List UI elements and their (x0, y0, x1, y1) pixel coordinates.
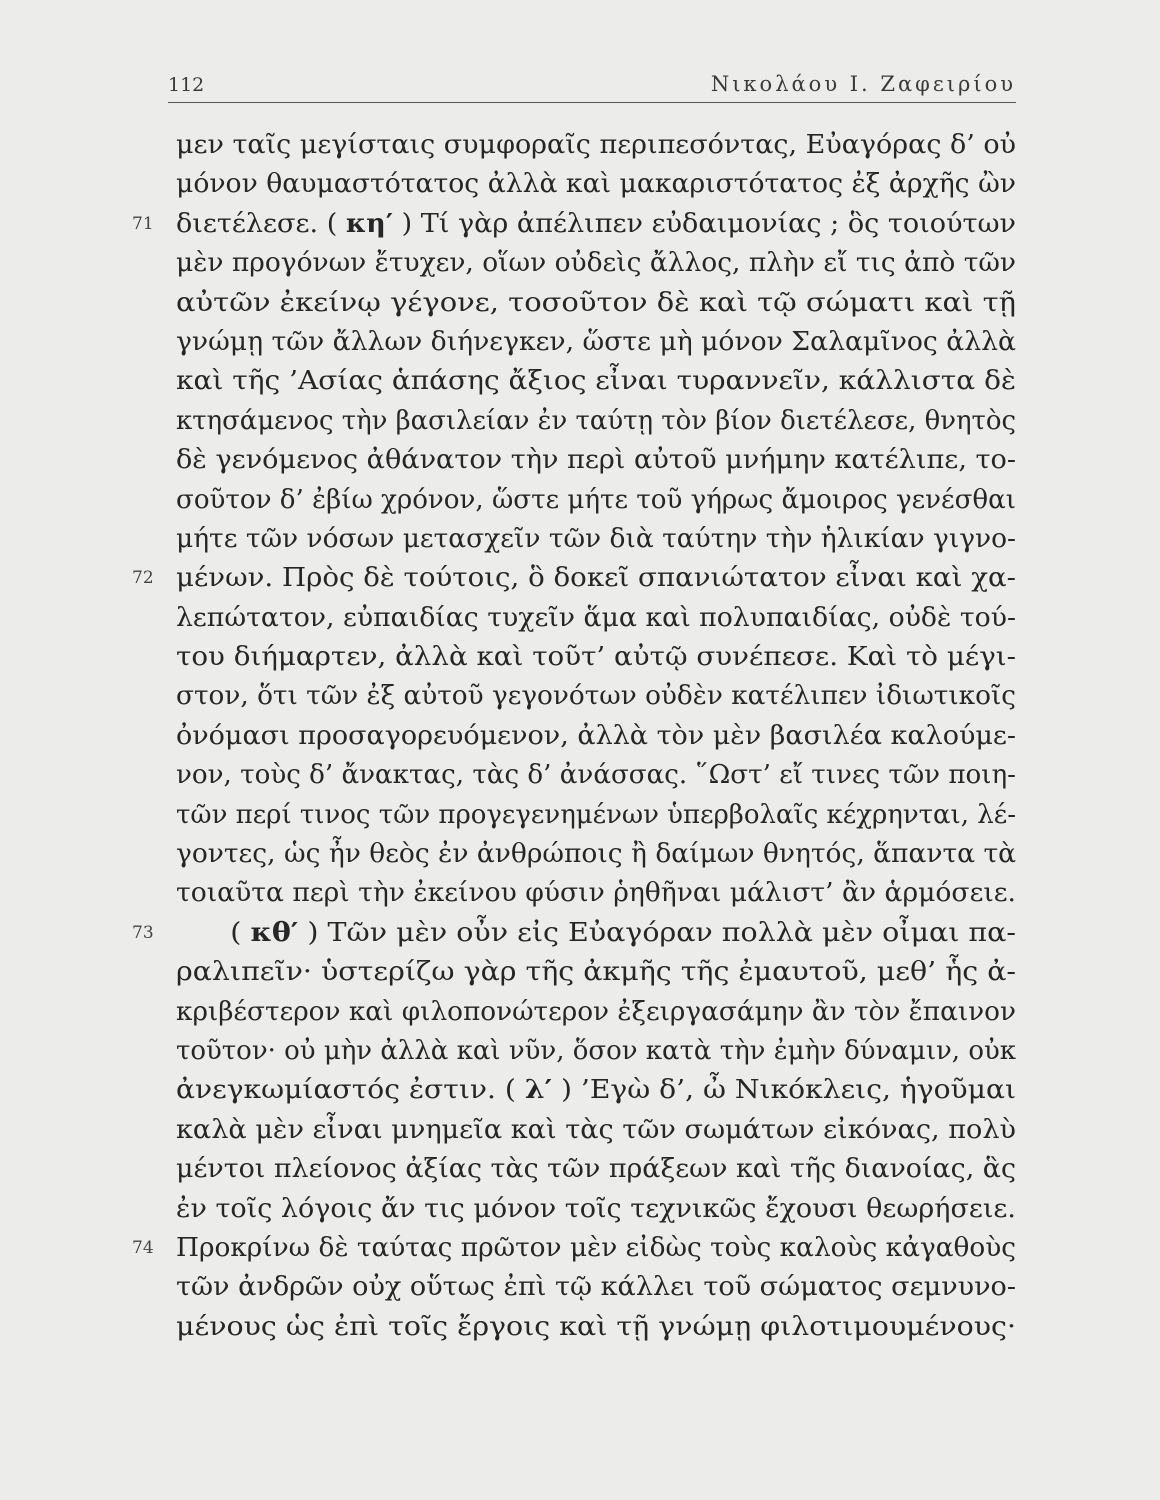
text-line (0, 1111, 1160, 1150)
line-text-before: ( (176, 917, 251, 948)
text-line (0, 165, 1160, 204)
section-marker: κθ′ (250, 917, 299, 948)
text-line (0, 1268, 1160, 1307)
text-line (0, 441, 1160, 480)
line-text: κτησάμενος τὴν βασιλείαν ἐν ταύτῃ τὸν βίον διετέλεσε, θνητὸς (176, 405, 1016, 436)
text-line (0, 205, 1160, 244)
line-text: γοντες, ὡς ἦν θεὸς ἐν ἀνθρώποις ἢ δαίμων θνητός, ἅπαντα τὰ (176, 839, 1016, 870)
line-text-before: διετέλεσε. ( (176, 208, 346, 239)
line-text: καλὰ μὲν εἶναι μνημεῖα καὶ τὰς τῶν σωμάτων εἰκόνας, πολὺ (176, 1114, 1016, 1145)
header-rule (168, 102, 1016, 103)
line-text-after: ) Τῶν μὲν οὖν εἰς Εὐαγόραν πολλὰ μὲν οἶμαι πα- (298, 917, 1016, 948)
section-marker: κη′ (345, 208, 393, 239)
text-line (0, 1150, 1160, 1189)
margin-section-number: 72 (132, 568, 154, 589)
line-text: μέντοι πλείονος ἀξίας τὰς τῶν πράξεων καὶ τῆς διανοίας, ἃς (176, 1154, 1017, 1185)
text-line (0, 835, 1160, 874)
text-line (0, 244, 1160, 283)
text-line (0, 481, 1160, 520)
page-header (168, 70, 1016, 102)
line-text: μόνον θαυμαστότατος ἀλλὰ καὶ μακαριστότατος ἐξ ἀρχῆς ὢν (176, 169, 1016, 200)
margin-section-number: 74 (132, 1237, 154, 1258)
line-text: σοῦτον δ’ ἐβίω χρόνον, ὥστε μήτε τοῦ γήρως ἄμοιρος γενέσθαι (176, 484, 1017, 515)
text-line (0, 284, 1160, 323)
section-marker: λ′ (524, 1075, 553, 1106)
text-line (0, 1032, 1160, 1071)
margin-section-number: 71 (132, 213, 154, 234)
text-line (0, 717, 1160, 756)
text-line (0, 126, 1160, 165)
text-line (0, 993, 1160, 1032)
text-line (0, 559, 1160, 598)
page-number: 112 (168, 74, 205, 96)
body-text (0, 126, 1160, 1347)
text-line (0, 677, 1160, 716)
line-text: ὀνόμασι προσαγορευόμενον, ἀλλὰ τὸν μὲν βασιλέα καλούμε- (176, 720, 1017, 751)
text-line (0, 796, 1160, 835)
text-line (0, 1229, 1160, 1268)
line-text: τῶν ἀνδρῶν οὐχ οὕτως ἐπὶ τῷ κάλλει τοῦ σώματος σεμνυνο- (176, 1272, 1016, 1303)
line-text: τοιαῦτα περὶ τὴν ἐκείνου φύσιν ῥηθῆναι μάλιστ’ ἂν ἁρμόσειε. (176, 878, 1016, 909)
text-line (0, 402, 1160, 441)
line-text: μεν ταῖς μεγίσταις συμφοραῖς περιπεσόντας, Εὐαγόρας δ’ οὐ (176, 130, 1016, 160)
running-head: Νικολάου Ι. Ζαφειρίου (710, 72, 1016, 96)
text-line (0, 362, 1160, 401)
line-text-after: ) Τί γὰρ ἀπέλιπεν εὐδαιμονίας ; ὃς τοιούτων (392, 208, 1017, 239)
line-text: λεπώτατον, εὐπαιδίας τυχεῖν ἅμα καὶ πολυπαιδίας, οὐδὲ τού- (176, 602, 1016, 633)
line-text: μένους ὡς ἐπὶ τοῖς ἔργοις καὶ τῇ γνώμῃ φιλοτιμουμένους· (176, 1311, 1016, 1342)
line-text: ραλιπεῖν· ὑστερίζω γὰρ τῆς ἀκμῆς τῆς ἐμαυτοῦ, μεθ’ ἧς ἀ- (176, 957, 1016, 988)
line-text: τῶν περί τινος τῶν προγεγενημένων ὑπερβολαῖς κέχρηνται, λέ- (176, 799, 1016, 830)
text-line (0, 756, 1160, 795)
line-text: τοῦτον· οὐ μὴν ἀλλὰ καὶ νῦν, ὅσον κατὰ τὴν ἐμὴν δύναμιν, οὐκ (176, 1035, 1016, 1066)
line-text: γνώμῃ τῶν ἄλλων διήνεγκεν, ὥστε μὴ μόνον Σαλαμῖνος ἀλλὰ (176, 326, 1016, 357)
text-line (0, 914, 1160, 953)
line-text: νον, τοὺς δ’ ἄνακτας, τὰς δ’ ἀνάσσας. ῞Ωστ’ εἴ τινες τῶν ποιη- (176, 760, 1016, 791)
line-text: δὲ γενόμενος ἀθάνατον τὴν περὶ αὐτοῦ μνήμην κατέλιπε, το- (176, 445, 1017, 476)
text-line (0, 1308, 1160, 1347)
text-line (0, 1190, 1160, 1229)
margin-section-number: 73 (132, 922, 154, 943)
line-text (176, 914, 1016, 953)
line-text: μὲν προγόνων ἔτυχεν, οἵων οὐδεὶς ἄλλος, πλὴν εἴ τις ἀπὸ τῶν (176, 248, 1016, 279)
line-text: Προκρίνω δὲ ταύτας πρῶτον μὲν εἰδὼς τοὺς καλοὺς κἀγαθοὺς (176, 1232, 1016, 1263)
line-text: ἐν τοῖς λόγοις ἄν τις μόνον τοῖς τεχνικῶς ἔχουσι θεωρήσειε. (176, 1193, 1016, 1224)
line-text: κριβέστερον καὶ φιλοπονώτερον ἐξειργασάμην ἂν τὸν ἔπαινον (176, 996, 1017, 1027)
line-text-before: ἀνεγκωμίαστός ἐστιν. ( (176, 1075, 525, 1106)
line-text: στον, ὅτι τῶν ἐξ αὐτοῦ γεγονότων οὐδὲν κατέλιπεν ἰδιωτικοῖς (176, 681, 1016, 712)
text-line (0, 874, 1160, 913)
text-line (0, 520, 1160, 559)
line-text (176, 205, 1016, 244)
line-text: του διήμαρτεν, ἀλλὰ καὶ τοῦτ’ αὐτῷ συνέπεσε. Καὶ τὸ μέγι- (176, 642, 1017, 673)
line-text: αὐτῶν ἐκείνῳ γέγονε, τοσοῦτον δὲ καὶ τῷ σώματι καὶ τῇ (176, 287, 1016, 318)
text-line (0, 638, 1160, 677)
text-line (0, 1071, 1160, 1110)
text-line (0, 953, 1160, 992)
line-text: μένων. Πρὸς δὲ τούτοις, ὃ δοκεῖ σπανιώτατον εἶναι καὶ χα- (176, 563, 1016, 594)
text-line (0, 599, 1160, 638)
line-text: καὶ τῆς ’Ασίας ἁπάσης ἄξιος εἶναι τυραννεῖν, κάλλιστα δὲ (176, 366, 1017, 397)
line-text-after: ) ’Εγὼ δ’, ὦ Νικόκλεις, ἡγοῦμαι (552, 1075, 1016, 1106)
line-text: μήτε τῶν νόσων μετασχεῖν τῶν διὰ ταύτην τὴν ἡλικίαν γιγνο- (176, 523, 1016, 554)
text-line (0, 323, 1160, 362)
line-text (176, 1071, 1016, 1110)
